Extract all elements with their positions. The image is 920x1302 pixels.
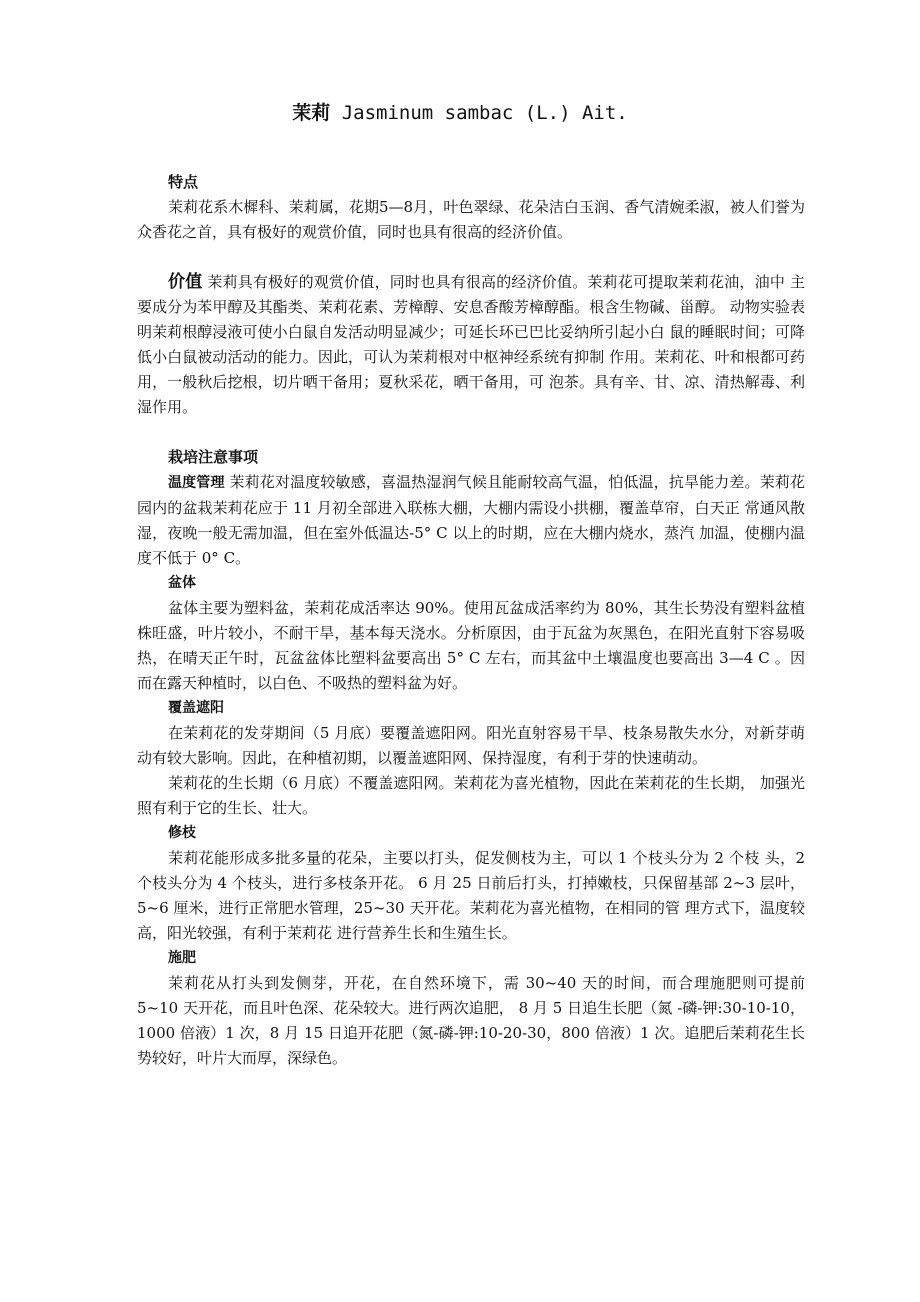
title-chinese: 茉莉 (292, 102, 331, 124)
shading-paragraph-2: 茉莉花的生长期（6 月底）不覆盖遮阳网。茉莉花为喜光植物，因此在茉莉花的生长期， 加强光照有利于它的生长、壮大。 (137, 774, 805, 817)
subheading-pot: 盆体 (168, 575, 196, 591)
section-heading-features: 特点 (168, 173, 199, 191)
temperature-text: 茉莉花对温度较敏感，喜温热湿润气候且能耐较高气温，怕低温，抗旱能力差。茉莉花 园内的盆栽茉莉花应于 11 月初全部进入联栋大棚，大棚内需设小拱棚，覆盖草帘，白天正 常通风散湿，夜晚一般无需加温，但在室外低温达-5° C 以上的时期，应在大棚内烧水，蒸汽 加温，使棚内温度不低于 0° C。 (137, 473, 805, 567)
pot-paragraph: 盆体主要为塑料盆，茉莉花成活率达 90%。使用瓦盆成活率约为 80%，其生长势没有塑料盆植株旺盛，叶片较小，不耐干旱，基本每天浇水。分析原因，由于瓦盆为灰黑色，在阳光直射下容易吸热，在晴天正午时，瓦盆盆体比塑料盆要高出 5° C 左右，而其盆中土壤温度也要高出 3—4 C 。因而在露天种植时，以白色、不吸热的塑料盆为好。 (137, 599, 805, 692)
title-latin: Jasminum sambac (L.) Ait. (330, 102, 628, 124)
value-paragraph (137, 270, 805, 420)
document-title (0, 98, 920, 128)
pruning-paragraph: 茉莉花能形成多批多量的花朵，主要以打头，促发侧枝为主，可以 1 个枝头分为 2 个枝 头，2 个枝头分为 4 个枝头，进行多枝条开花。 6 月 25 日前后打头，打掉嫩枝，只保留基部 2~3 层叶，5~6 厘米，进行正常肥水管理，25~30 天开花。茉莉花为喜光植物，在相同的管 理方式下，温度较高，阳光较强，有利于茉莉花 进行营养生长和生殖生长。 (137, 849, 805, 942)
section-heading-value: 价值 (168, 272, 203, 292)
subheading-shading: 覆盖遮阳 (168, 700, 224, 716)
subheading-temperature: 温度管理 (168, 475, 225, 491)
value-text: 茉莉具有极好的观赏价值，同时也具有很高的经济价值。茉莉花可提取茉莉花油，油中 主要成分为苯甲醇及其酯类、茉莉花素、芳樟醇、安息香酸芳樟醇酯。根含生物碱、甾醇。 动物实验表明茉莉根醇浸液可使小白鼠自发活动明显减少；可延长环已巴比妥纳所引起小白 鼠的睡眠时间；可降低小白鼠被动活动的能力。因此，可认为茉莉根对中枢神经系统有抑制 作用。茉莉花、叶和根都可药用，一般秋后挖根，切片晒干备用；夏秋采花，晒干备用，可 泡茶。具有辛、甘、凉、清热解毒、利湿作用。 (137, 273, 805, 416)
section-heading-cultivation: 栽培注意事项 (168, 448, 259, 466)
temperature-paragraph (137, 470, 805, 571)
subheading-fertilizing: 施肥 (168, 950, 196, 966)
shading-paragraph-1: 在茉莉花的发芽期间（5 月底）要覆盖遮阳网。阳光直射容易干旱、枝条易散失水分，对新芽萌动有较大影响。因此，在种植初期，以覆盖遮阳网、保持湿度，有利于芽的快速萌动。 (137, 724, 805, 767)
subheading-pruning: 修枝 (168, 825, 196, 841)
features-paragraph: 茉莉花系木樨科、茉莉属，花期5—8月，叶色翠绿、花朵洁白玉润、香气清婉柔淑，被人们誉为众香花之首，具有极好的观赏价值，同时也具有很高的经济价值。 (137, 198, 805, 241)
document-body (137, 170, 805, 1071)
fertilizing-paragraph: 茉莉花从打头到发侧芽，开花，在自然环境下，需 30~40 天的时间，而合理施肥则可提前 5~10 天开花，而且叶色深、花朵较大。进行两次追肥， 8 月 5 日追生长肥（氮 -磷-钾:30-10-10，1000 倍液）1 次，8 月 15 日追开花肥（氮-磷-钾:10-20-30，800 倍液）1 次。追肥后茉莉花生长势较好，叶片大而厚，深绿色。 (137, 974, 805, 1067)
